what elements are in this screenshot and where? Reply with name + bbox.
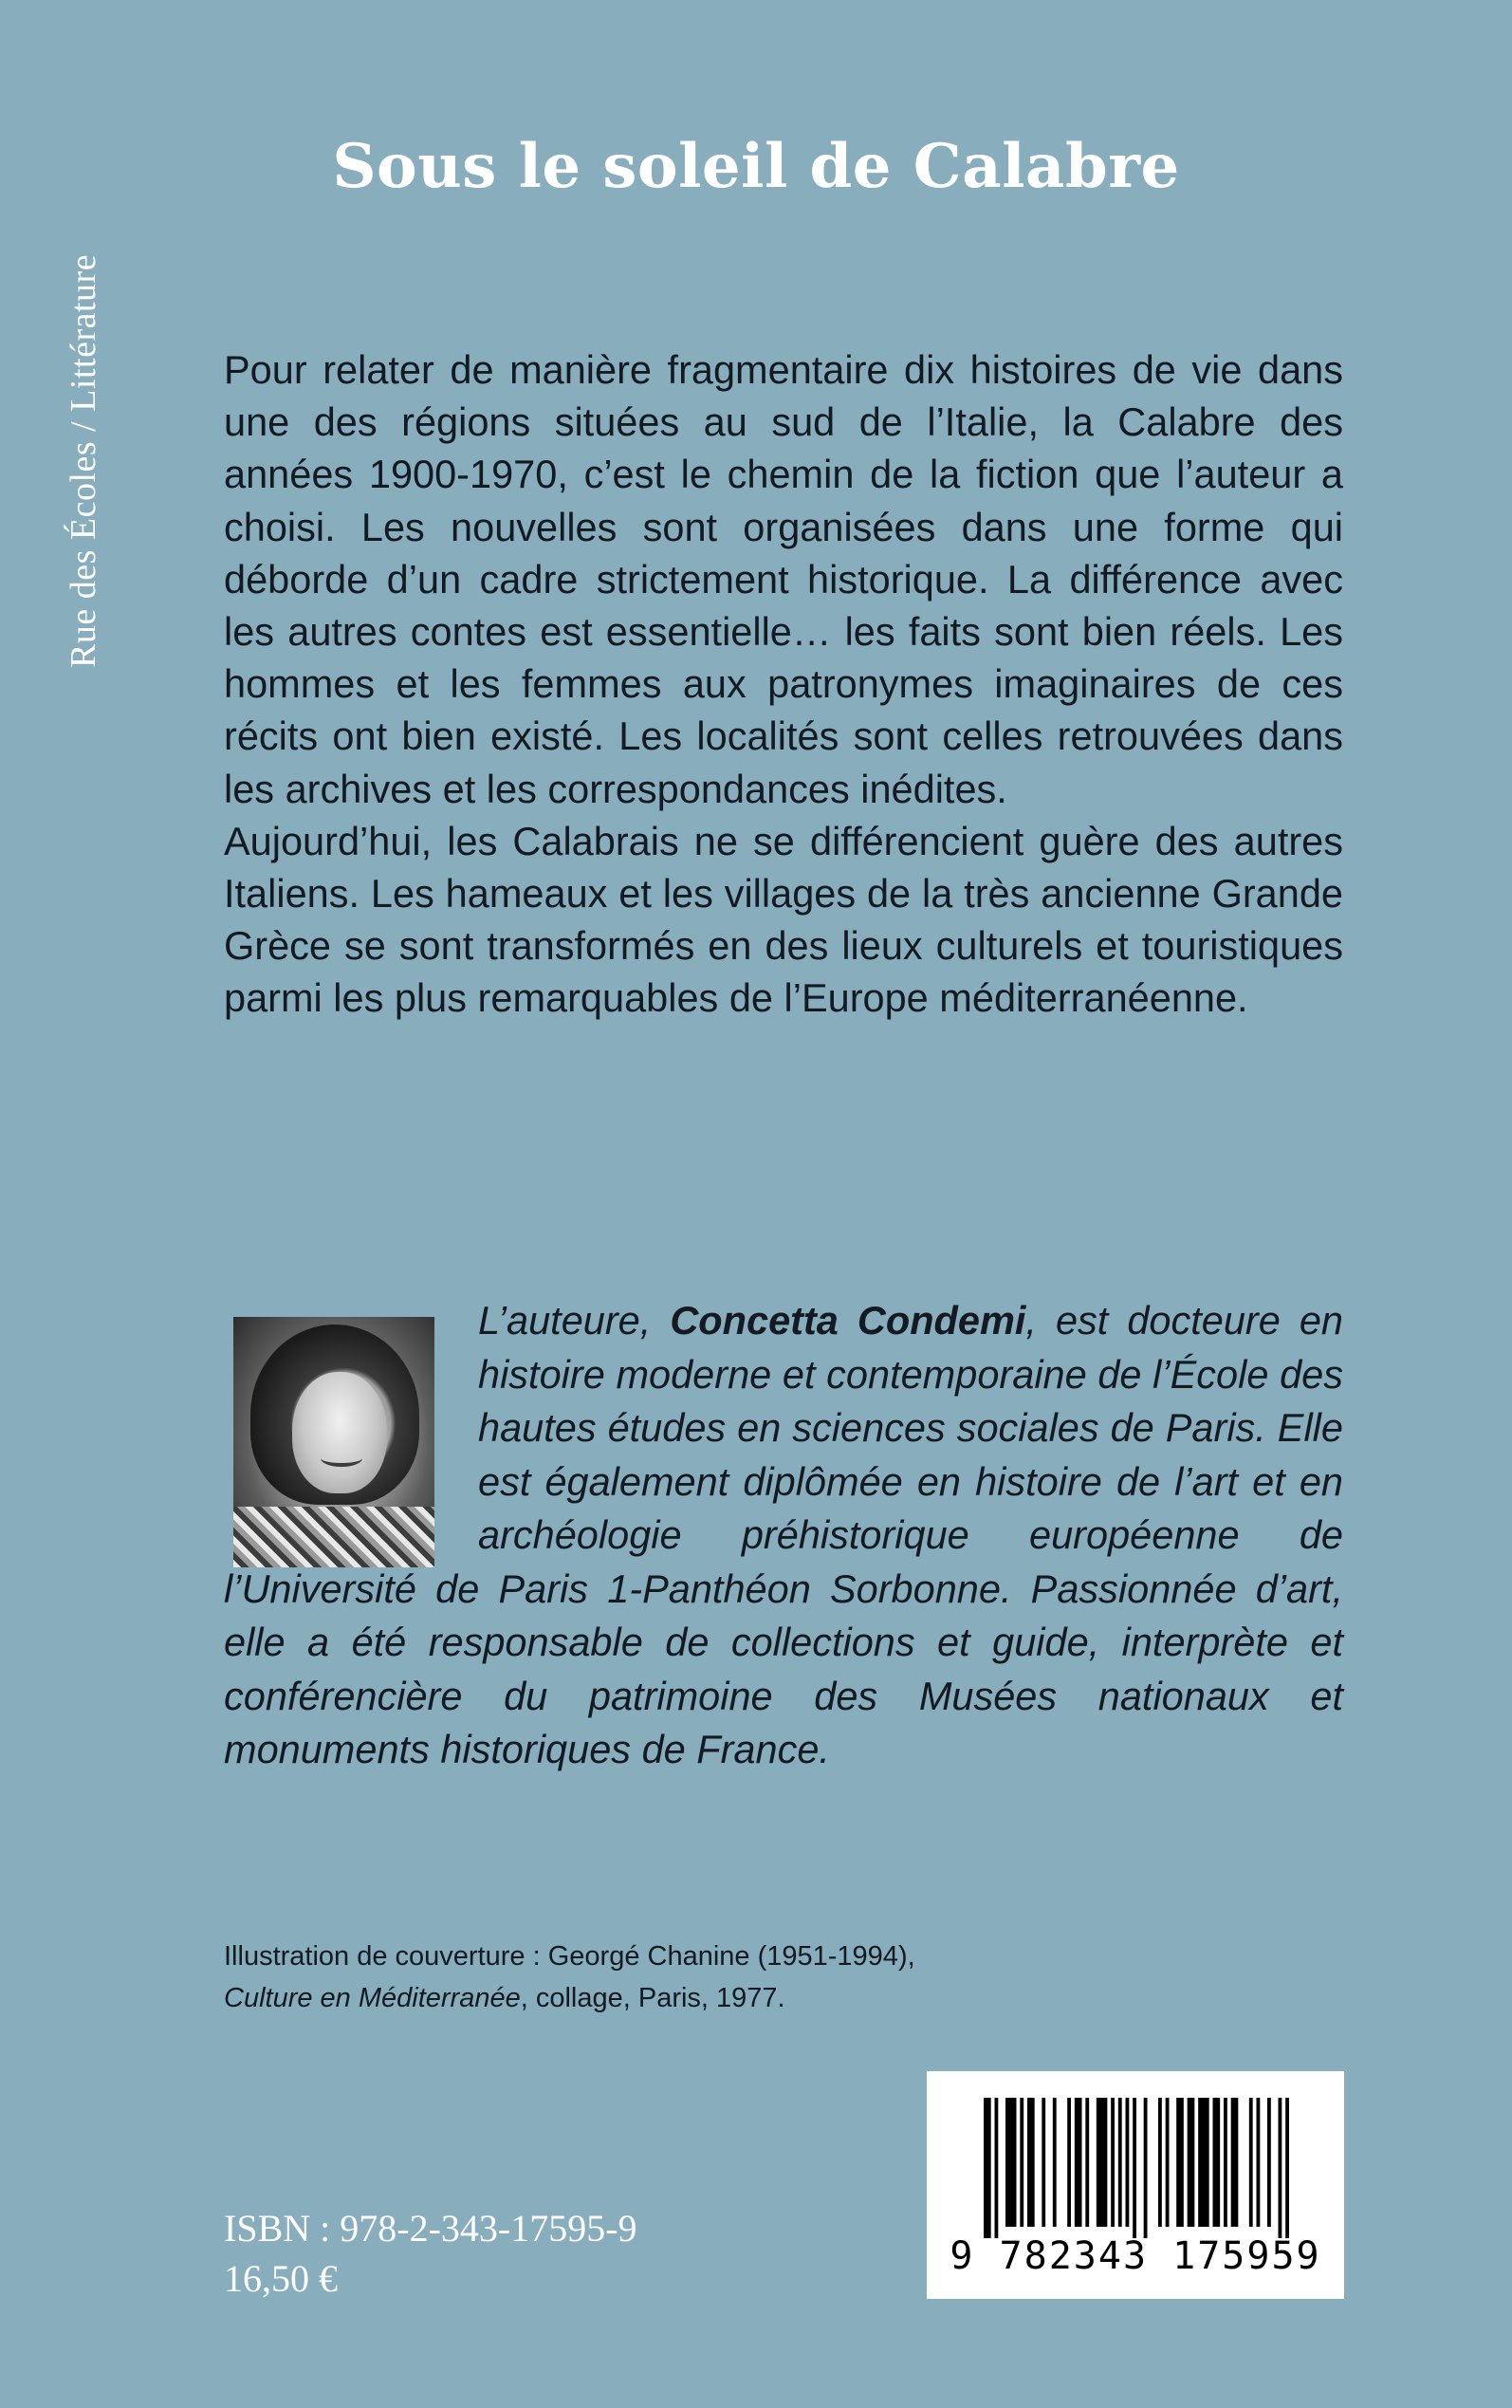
barcode-bar — [1285, 2098, 1289, 2238]
cover-illustration-credit — [224, 1936, 1172, 2019]
barcode-bar — [1085, 2098, 1089, 2227]
barcode-bar — [1075, 2098, 1082, 2227]
blurb-paragraph-2: Aujourd’hui, les Calabrais ne se différencient guère des autres Italiens. Les hameaux et les villages de la très ancienne Grande Grèce se sont transformés en des lieux culturels et touristiques parmi les plus remarquables de l’Europe méditerranéenne. — [224, 818, 1343, 1021]
artwork-title: Culture en Méditerranée — [224, 1983, 521, 2013]
barcode-bar — [1067, 2098, 1071, 2227]
barcode-bar — [1042, 2098, 1045, 2227]
author-intro: L’auteure, — [478, 1298, 671, 1343]
barcode-bar — [1097, 2098, 1108, 2227]
barcode-bar — [1257, 2098, 1261, 2227]
barcode-bar — [984, 2098, 991, 2238]
barcode-bar — [1126, 2098, 1130, 2227]
barcode-bar — [1144, 2098, 1148, 2238]
spine-series-label: Rue des Écoles / Littérature — [64, 253, 103, 668]
barcode-bar — [1198, 2098, 1209, 2227]
barcode-bar — [1158, 2098, 1162, 2227]
barcode-bar — [1005, 2098, 1017, 2227]
isbn: ISBN : 978-2-343-17595-9 — [224, 2207, 637, 2250]
barcode-bar — [1231, 2098, 1239, 2227]
barcode-bar — [1224, 2098, 1227, 2227]
barcode-bar — [1249, 2098, 1253, 2227]
credit-line-2-rest: , collage, Paris, 1977. — [520, 1983, 785, 2013]
author-bio-text: , est docteure en histoire moderne et contemporaine de l’École des hautes études en sciences sociales de Paris. Elle est également diplômée en histoire de l’art et en archéologie préhistorique européenne de l’Université de Paris 1-Panthéon Sorbonne. Passionnée d’art, elle a été responsable de collections et guide, interprète et conférencière du patrimoine des Musées nationaux et monuments historiques de France. — [224, 1298, 1343, 1771]
barcode-bar — [1213, 2098, 1221, 2227]
barcode-bar — [1118, 2098, 1122, 2227]
price: 16,50 € — [224, 2257, 338, 2300]
barcode-bar — [1133, 2098, 1136, 2238]
barcode — [927, 2071, 1344, 2299]
barcode-bar — [1188, 2098, 1195, 2227]
barcode-bar — [1020, 2098, 1023, 2227]
barcode-bar — [1053, 2098, 1057, 2227]
barcode-bar — [1166, 2098, 1170, 2227]
author-name: Concetta Condemi — [670, 1298, 1026, 1343]
barcode-digits: 9 782343 175959 — [950, 2234, 1321, 2278]
barcode-bar — [1279, 2098, 1282, 2238]
author-biography — [224, 1294, 1343, 1777]
barcode-bar — [995, 2098, 999, 2238]
barcode-bar — [1111, 2098, 1115, 2227]
book-title: Sous le soleil de Calabre — [332, 131, 1180, 202]
barcode-bar — [1267, 2098, 1271, 2227]
barcode-bar — [1027, 2098, 1035, 2227]
back-cover-blurb — [224, 343, 1343, 1025]
barcode-bar — [1176, 2098, 1184, 2227]
blurb-paragraph-1: Pour relater de manière fragmentaire dix histoires de vie dans une des régions situées au sud de l’Italie, la Calabre des années 1900-1970, c’est le chemin de la fiction que l’auteur a choisi. Les nouvelles sont organisées dans une forme qui déborde d’un cadre strictement historique. La différence avec les autres contes est essentielle… les faits sont bien réels. Les hommes et les femmes aux patronymes imaginaires de ces récits ont bien existé. Les localités sont celles retrouvées dans les archives et les correspondances inédites. — [224, 347, 1343, 811]
credit-line-1: Illustration de couverture : Georgé Chanine (1951-1994), — [224, 1941, 915, 1972]
